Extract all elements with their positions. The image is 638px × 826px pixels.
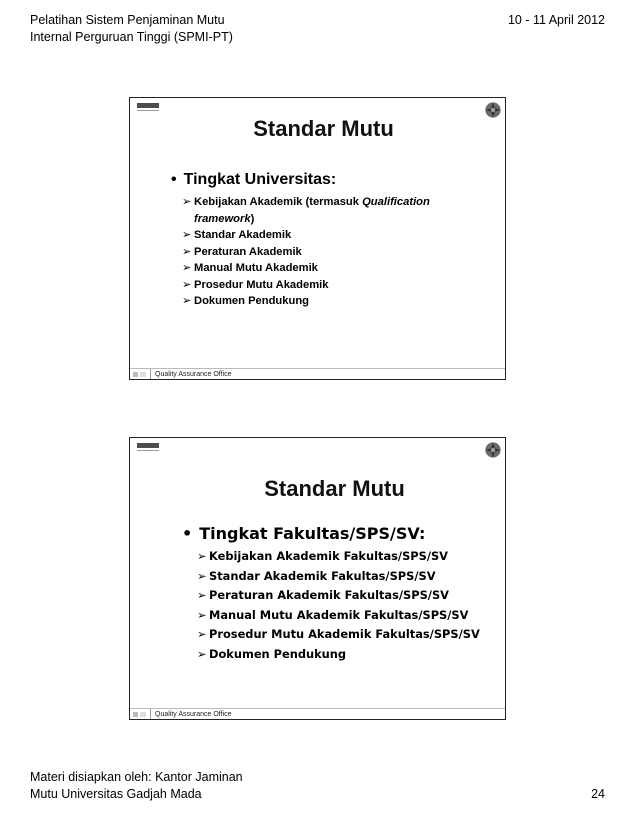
slide-title: Standar Mutu	[253, 116, 394, 141]
footer-divider	[150, 709, 151, 719]
item-text: Manual Mutu Akademik Fakultas/SPS/SV	[209, 607, 469, 622]
bullet-icon: •	[182, 524, 193, 543]
page-header-left	[30, 12, 233, 46]
sub-bullet-list	[182, 194, 482, 310]
item-text: Kebijakan Akademik Fakultas/SPS/SV	[209, 549, 449, 563]
header-title-line1: Pelatihan Sistem Penjaminan Mutu	[30, 13, 225, 27]
arrow-bullet-icon: ➢	[182, 295, 192, 307]
arrow-bullet-icon: ➢	[197, 588, 207, 602]
main-bullet	[171, 171, 336, 189]
slide-footer	[130, 708, 505, 719]
list-item	[197, 547, 497, 567]
list-item	[182, 260, 482, 277]
list-item	[197, 567, 497, 587]
arrow-bullet-icon: ➢	[197, 627, 207, 641]
item-text: Dokumen Pendukung	[194, 295, 309, 307]
item-text-end: )	[250, 212, 255, 225]
list-item	[197, 645, 497, 665]
list-item	[197, 586, 497, 606]
item-text: Kebijakan Akademik (termasuk	[194, 196, 363, 208]
list-item	[197, 606, 497, 626]
page-number: 24	[591, 787, 605, 801]
list-item	[182, 277, 482, 294]
footer-divider	[150, 369, 151, 379]
arrow-bullet-icon: ➢	[197, 646, 207, 661]
slide-2	[129, 437, 506, 720]
footer-credit-line2: Mutu Universitas Gadjah Mada	[30, 787, 202, 801]
list-item	[182, 244, 482, 261]
main-bullet	[182, 524, 425, 543]
slide-corner-line	[137, 110, 159, 111]
item-text-italic: Qualification framework	[194, 196, 430, 225]
slide-title: Standar Mutu	[264, 476, 405, 501]
item-text: Peraturan Akademik	[194, 245, 302, 258]
ugm-emblem-icon	[484, 441, 502, 459]
arrow-bullet-icon: ➢	[197, 549, 207, 563]
arrow-bullet-icon: ➢	[182, 245, 192, 258]
header-date: 10 - 11 April 2012	[507, 13, 605, 27]
item-text: Prosedur Mutu Akademik Fakultas/SPS/SV	[209, 627, 480, 641]
item-text: Standar Akademik	[194, 229, 292, 241]
list-item	[182, 194, 482, 227]
item-text: Standar Akademik Fakultas/SPS/SV	[209, 568, 436, 583]
footer-logo-icon	[133, 371, 147, 378]
bullet-icon: •	[171, 171, 177, 188]
item-text: Dokumen Pendukung	[209, 646, 347, 661]
item-text: Peraturan Akademik Fakultas/SPS/SV	[209, 588, 449, 602]
arrow-bullet-icon: ➢	[182, 278, 192, 291]
list-item	[182, 293, 482, 310]
sub-bullet-list	[197, 547, 497, 664]
footer-text: Quality Assurance Office	[155, 711, 232, 718]
item-text: Prosedur Mutu Akademik	[194, 278, 329, 291]
main-bullet-text: Tingkat Universitas:	[183, 171, 337, 188]
footer-credit-line1: Materi disiapkan oleh: Kantor Jaminan	[30, 770, 243, 784]
arrow-bullet-icon: ➢	[182, 196, 192, 208]
slide-1	[129, 97, 506, 380]
slide-corner-line	[137, 450, 159, 451]
slide-footer	[130, 368, 505, 379]
footer-logo-icon	[133, 711, 147, 718]
list-item	[197, 625, 497, 645]
arrow-bullet-icon: ➢	[197, 568, 207, 583]
main-bullet-text: Tingkat Fakultas/SPS/SV:	[199, 524, 426, 543]
page-footer-left	[30, 769, 243, 803]
footer-text: Quality Assurance Office	[155, 371, 232, 378]
arrow-bullet-icon: ➢	[182, 229, 192, 241]
slide-corner-bar	[137, 443, 159, 448]
header-title-line2: Internal Perguruan Tinggi (SPMI-PT)	[30, 30, 233, 44]
arrow-bullet-icon: ➢	[182, 262, 192, 274]
item-text: Manual Mutu Akademik	[194, 262, 318, 274]
list-item	[182, 227, 482, 244]
arrow-bullet-icon: ➢	[197, 607, 207, 622]
slide-corner-bar	[137, 103, 159, 108]
